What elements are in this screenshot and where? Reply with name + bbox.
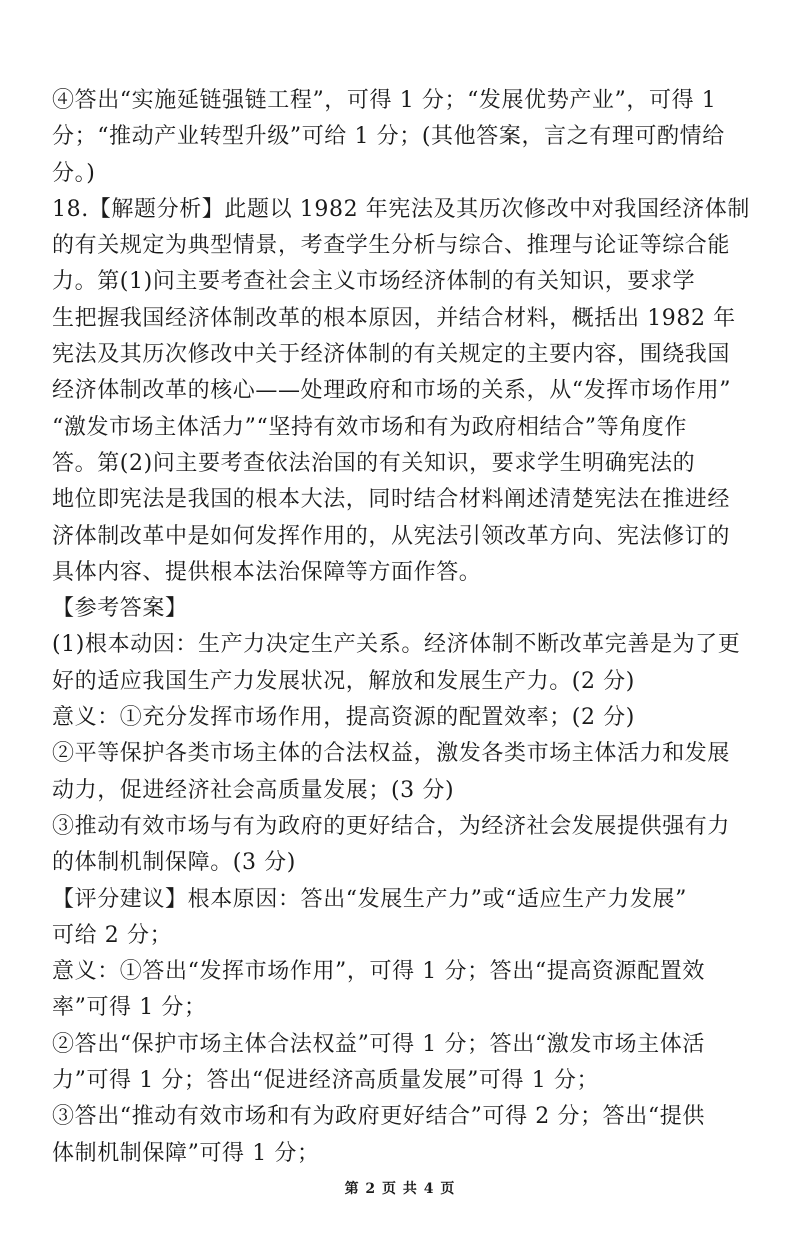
text-line: 宪法及其历次修改中关于经济体制的有关规定的主要内容，围绕我国 bbox=[52, 342, 731, 368]
section-heading: 【参考答案】 bbox=[52, 596, 188, 622]
text-line: ②答出“保护市场主体合法权益”可得 1 分；答出“激发市场主体活 bbox=[52, 1031, 705, 1057]
text-line: 体制机制保障”可得 1 分； bbox=[52, 1140, 320, 1166]
text-line: 地位即宪法是我国的根本大法，同时结合材料阐述清楚宪法在推进经 bbox=[52, 487, 731, 513]
answer-text-body bbox=[52, 83, 752, 1172]
text-line: ④答出“实施延链强链工程”，可得 1 分；“发展优势产业”，可得 1 bbox=[52, 88, 717, 113]
text-line: 【评分建议】根本原因：答出“发展生产力”或“适应生产力发展” bbox=[52, 886, 687, 912]
text-line: 答。第(2)问主要考查依法治国的有关知识，要求学生明确宪法的 bbox=[52, 450, 696, 476]
text-line: ③推动有效市场与有为政府的更好结合，为经济社会发展提供强有力 bbox=[52, 813, 731, 839]
text-line: 济体制改革中是如何发挥作用的，从宪法引领改革方向、宪法修订的 bbox=[52, 523, 731, 549]
text-line: 生把握我国经济体制改革的根本原因，并结合材料，概括出 1982 年 bbox=[52, 305, 736, 331]
text-line: 意义：①答出“发挥市场作用”，可得 1 分；答出“提高资源配置效 bbox=[52, 959, 705, 985]
text-line: 经济体制改革的核心——处理政府和市场的关系，从“发挥市场作用” bbox=[52, 378, 732, 404]
text-line: 力。第(1)问主要考查社会主义市场经济体制的有关知识，要求学 bbox=[52, 269, 696, 295]
text-line: “激发市场主体活力”“坚持有效市场和有为政府相结合”等角度作 bbox=[52, 414, 687, 440]
text-line: 18.【解题分析】此题以 1982 年宪法及其历次修改中对我国经济体制 bbox=[52, 196, 750, 222]
text-line: (1)根本动因：生产力决定生产关系。经济体制不断改革完善是为了更 bbox=[52, 632, 741, 658]
text-line: ③答出“推动有效市场和有为政府更好结合”可得 2 分；答出“提供 bbox=[52, 1104, 705, 1130]
text-line: 分。) bbox=[52, 160, 96, 186]
text-line: ②平等保护各类市场主体的合法权益，激发各类市场主体活力和发展 bbox=[52, 741, 731, 767]
text-line: 好的适应我国生产力发展状况，解放和发展生产力。(2 分) bbox=[52, 668, 635, 694]
text-line: 率”可得 1 分； bbox=[52, 995, 207, 1021]
text-line: 力”可得 1 分；答出“促进经济高质量发展”可得 1 分； bbox=[52, 1068, 600, 1094]
text-line: 具体内容、提供根本法治保障等方面作答。 bbox=[52, 559, 482, 585]
text-line: 分；“推动产业转型升级”可给 1 分；(其他答案，言之有理可酌情给 bbox=[52, 124, 725, 150]
text-line: 可给 2 分； bbox=[52, 922, 173, 948]
text-line: 意义：①充分发挥市场作用，提高资源的配置效率；(2 分) bbox=[52, 705, 635, 731]
text-line: 动力，促进经济社会高质量发展；(3 分) bbox=[52, 777, 455, 803]
text-line: 的体制机制保障。(3 分) bbox=[52, 850, 296, 876]
text-line: 的有关规定为典型情景，考查学生分析与综合、推理与论证等综合能 bbox=[52, 233, 731, 259]
page-number-footer: 第 2 页 共 4 页 bbox=[344, 1181, 456, 1197]
